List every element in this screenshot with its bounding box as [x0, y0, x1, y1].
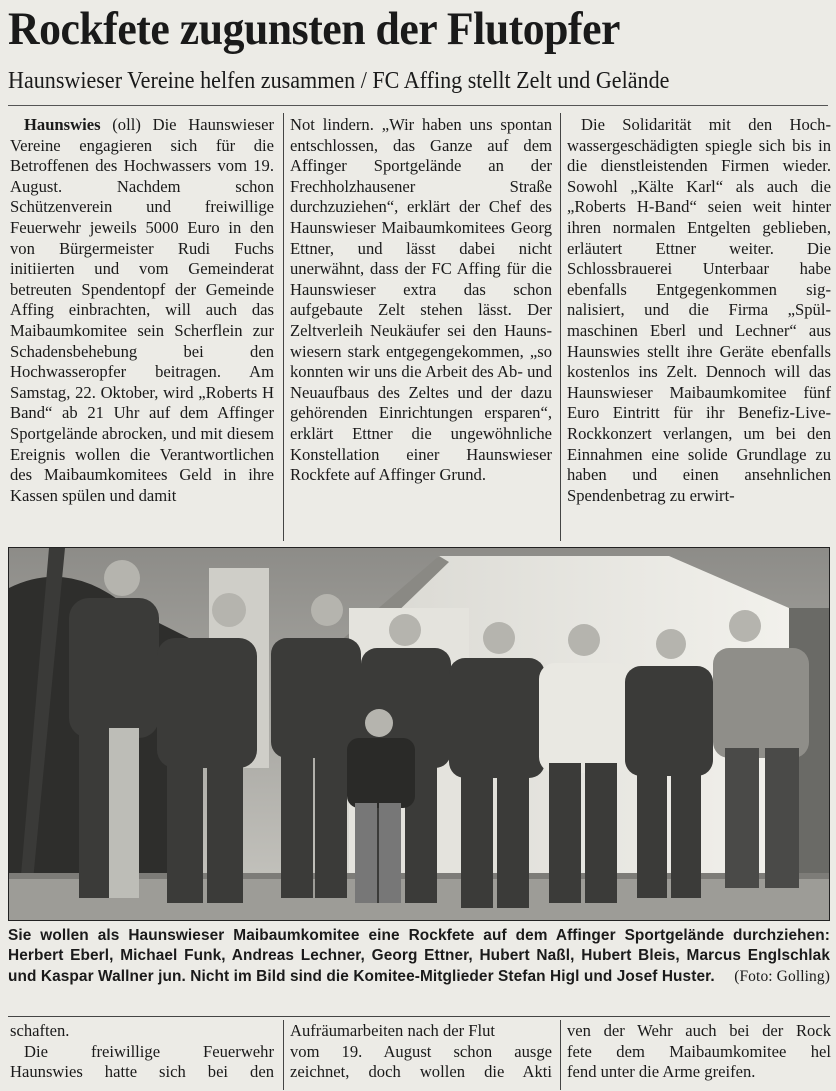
column-2-text: Not lindern. „Wir haben uns spontan entschlossen, das Ganze auf dem Affinger Sportgelände an der Frechholzhausener Straße durchzuziehen“, erklärt der Chef des Haunswieser Maibaumkomitees Georg Ettner, und lässt dabei nicht unerwähnt, dass der FC Affing für die Haunswieser extra das schon aufgebaute Zelt stehen lässt. Der Zeltverleih Neukäufer sei den Haunswiesern stark entgegengekommen, „so konnten wir uns die Arbeit des Ab- und Neuaufbaus des Zeltes und der dazu gehörenden Einrichtungen ersparen“, erklärt Ettner die ungewöhnliche Konstellation einer Haunswieser Rockfete auf Affinger Grund. — [290, 115, 552, 485]
bottom-column-2 — [290, 1021, 552, 1083]
top-rule — [8, 105, 828, 106]
photo-credit: (Foto: Golling) — [734, 967, 830, 985]
group-photo — [8, 547, 830, 921]
column-1-text: (oll) Die Haunswieser Vereine engagieren sich für die Betroffenen des Hochwassers vom 19. August. Nachdem schon Schützenverein und freiwillige Feuerwehr jeweils 5000 Euro in den von Bürgermeister Rudi Fuchs initiierten und vom Gemeinderat betreuten Spendentopf der Gemeinde Affing einbrachten, will auch das Maibaumkomitee sein Scherflein zur Schadensbehebung bei den Hochwasseropfer beitragen. Am Samstag, 22. Oktober, wird „Roberts H Band“ ab 21 Uhr auf dem Affinger Sportgelände abrocken, und mit diesem Ereignis wollen die Verantwortlichen des Maibaumkomitees Geld in ihre Kassen spülen und damit — [10, 115, 274, 505]
article-column-3 — [567, 115, 831, 506]
column-divider — [560, 1020, 561, 1090]
bottom-column-1 — [10, 1021, 274, 1083]
article-column-1 — [10, 115, 274, 506]
dateline: Haunswies — [24, 115, 101, 134]
caption-text: Sie wollen als Haunswieser Maibaumkomitee eine Rockfete auf dem Affinger Sportgelände durchziehen: Herbert Eberl, Michael Funk, Andreas Lechner, Georg Ettner, Hubert Naßl, Hubert Bleis, Marcus Englschlak und Kaspar Wallner jun. Nicht im Bild sind die Komitee-Mitglieder Stefan Higl und Josef Huster. — [8, 927, 830, 985]
bottom-line: fend unter die Arme greifen. — [567, 1062, 756, 1082]
column-divider — [283, 113, 284, 541]
column-3-text: Die Solidarität mit den Hochwassergeschädigten spiegle sich bis in die dienstleistenden Firmen wieder. Sowohl „Kälte Karl“ als auch die „Roberts H-Band“ seien weit hinter ihren normalen Entgelten geblieben, erläutert Ettner weiter. Die Schlossbrauerei Unterbaar habe ebenfalls Entgegenkommen signalisiert, und die Firma „Spülmaschinen Eberl und Lechner“ aus Haunswies stellt ihre Geräte ebenfalls kostenlos ins Zelt. Dennoch will das Haunswieser Maibaumkomitee fünf Euro Eintritt für ihr Benefiz-Live-Rockkonzert verlangen, um bei den Einnahmen eine solide Grundlage zu haben und einen ansehnlichen Spendenbetrag zu erwirt- — [567, 115, 831, 505]
bottom-line: Die freiwillige Feuerwehr — [24, 1041, 274, 1061]
column-divider — [560, 113, 561, 541]
bottom-line: schaften. — [10, 1021, 70, 1040]
headline: Rockfete zugunsten der Flutopfer — [8, 3, 620, 55]
subheadline: Haunswieser Vereine helfen zusammen / FC Affing stellt Zelt und Gelände — [8, 68, 670, 94]
bottom-rule — [8, 1016, 830, 1017]
photo-caption — [8, 926, 830, 987]
bottom-line: vom 19. August schon ausge — [290, 1041, 552, 1061]
article-column-2 — [290, 115, 552, 486]
bottom-line: zeichnet, doch wollen die Akti — [290, 1062, 552, 1082]
bottom-line: Aufräumarbeiten nach der Flut — [290, 1021, 496, 1040]
bottom-line: fete dem Maibaumkomitee hel — [567, 1041, 831, 1061]
bottom-line: ven der Wehr auch bei der Rock — [567, 1021, 831, 1040]
bottom-line: Haunswies hatte sich bei den — [10, 1062, 274, 1082]
column-divider — [283, 1020, 284, 1090]
bottom-column-3 — [567, 1021, 831, 1083]
